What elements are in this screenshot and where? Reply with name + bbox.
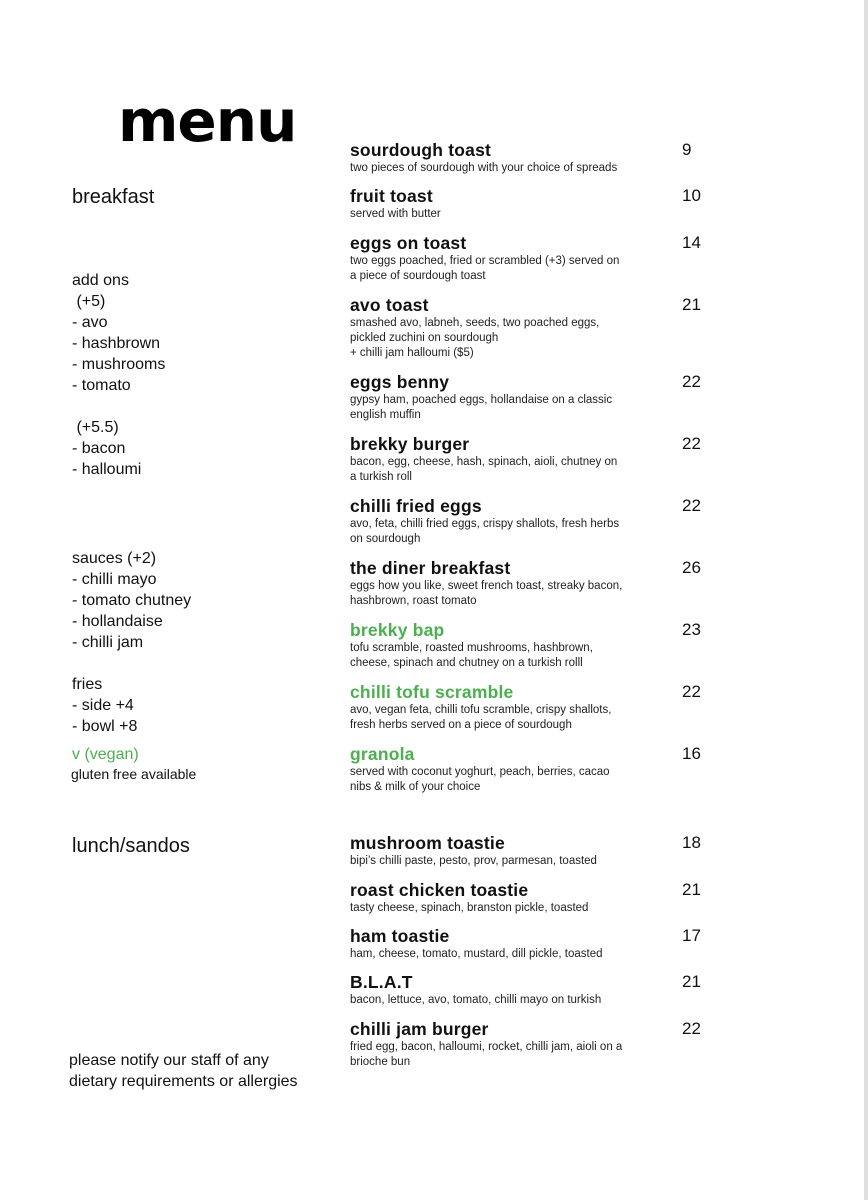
menu-item-description [350,993,650,1008]
menu-item-description [350,161,650,176]
addon-item: - hashbrown [72,335,161,352]
menu-item-name: eggs benny [350,372,450,392]
addon-item: - bacon [72,440,126,457]
addons-list [72,270,165,480]
menu-item-description-line: bacon, egg, cheese, hash, spinach, aioli, chutney on [350,456,618,468]
section-heading-breakfast: breakfast [72,186,155,208]
menu-item-brekky-bap [350,620,710,671]
menu-item-description-line: avo, feta, chilli fried eggs, crispy shallots, fresh herbs [350,518,620,530]
sauce-item: - hollandaise [72,613,163,630]
menu-item-chilli-fried-eggs [350,496,710,547]
allergy-notice-line: please notify our staff of any [69,1052,269,1069]
menu-item-price: 26 [682,558,701,577]
menu-item-name: chilli fried eggs [350,496,482,516]
addon-item: - avo [72,314,108,331]
menu-item-price: 16 [682,744,701,763]
menu-item-description-line: cheese, spinach and chutney on a turkish rolll [350,657,583,669]
menu-item-eggs-on-toast [350,233,710,284]
fries-item: - bowl +8 [72,718,138,735]
menu-item-price: 23 [682,620,701,639]
menu-item-price: 22 [682,372,701,391]
menu-item-description [350,517,650,547]
menu-item-description-line: tofu scramble, roasted mushrooms, hashbrown, [350,642,593,654]
menu-item-description [350,947,650,962]
menu-item-description [350,901,650,916]
menu-item-description [350,207,650,222]
menu-item-description-line: ham, cheese, tomato, mustard, dill pickle, toasted [350,948,603,960]
fries-list [72,674,137,737]
menu-item-price: 21 [682,880,701,899]
menu-item-description-line: hashbrown, roast tomato [350,595,477,607]
addon-item: - mushrooms [72,356,166,373]
menu-item-avo-toast [350,295,710,361]
menu-item-description-line: two pieces of sourdough with your choice of spreads [350,162,618,174]
menu-item-description-line: smashed avo, labneh, seeds, two poached eggs, [350,317,600,329]
menu-item-description-line: + chilli jam halloumi ($5) [350,347,474,359]
addon-item: - tomato [72,377,131,394]
menu-item-description [350,641,650,671]
menu-item-name: eggs on toast [350,233,467,253]
menu-item-price: 22 [682,682,701,701]
menu-item-ham-toastie [350,926,710,962]
menu-item-description [350,316,650,361]
menu-item-description-line: a turkish roll [350,471,412,483]
menu-item-price: 14 [682,233,701,252]
page-edge [864,0,868,1200]
sauces-heading: sauces (+2) [72,550,157,567]
menu-item-name: avo toast [350,295,429,315]
menu-item-description-line: on sourdough [350,533,421,545]
menu-item-brekky-burger [350,434,710,485]
section-heading-lunch: lunch/sandos [72,835,190,857]
menu-item-chilli-tofu-scramble [350,682,710,733]
fries-heading: fries [72,676,103,693]
menu-item-name: ham toastie [350,926,450,946]
menu-item-name: brekky burger [350,434,470,454]
menu-item-sourdough-toast [350,140,710,176]
menu-item-name: mushroom toastie [350,833,505,853]
menu-item-description [350,703,650,733]
sauce-item: - tomato chutney [72,592,192,609]
menu-item-description-line: a piece of sourdough toast [350,270,486,282]
menu-item-description-line: two eggs poached, fried or scrambled (+3) served on [350,255,620,267]
menu-item-description-line: fried egg, bacon, halloumi, rocket, chilli jam, aioli on a [350,1041,623,1053]
menu-item-description-line: served with butter [350,208,441,220]
sauces-list [72,548,191,653]
menu-item-description-line: fresh herbs served on a piece of sourdough [350,719,572,731]
menu-item-description-line: pickled zuchini on sourdough [350,332,499,344]
menu-item-price: 18 [682,833,701,852]
menu-item-name: fruit toast [350,186,433,206]
menu-item-price: 9 [682,140,692,159]
menu-item-price: 22 [682,1019,701,1038]
menu-item-the-diner-breakfast [350,558,710,609]
menu-item-b-l-a-t [350,972,710,1008]
menu-item-description [350,393,650,423]
addon-item: - halloumi [72,461,142,478]
menu-item-description-line: english muffin [350,409,421,421]
menu-item-roast-chicken-toastie [350,880,710,916]
addons-heading: add ons [72,272,129,289]
menu-item-chilli-jam-burger [350,1019,710,1070]
menu-item-price: 22 [682,434,701,453]
menu-item-eggs-benny [350,372,710,423]
allergy-notice [69,1050,298,1092]
menu-item-granola [350,744,710,795]
menu-item-description [350,455,650,485]
addons-price-tier: (+5.5) [72,419,119,436]
menu-item-description-line: brioche bun [350,1056,411,1068]
menu-item-description-line: bacon, lettuce, avo, tomato, chilli mayo on turkish [350,994,602,1006]
menu-item-description-line: eggs how you like, sweet french toast, streaky bacon, [350,580,623,592]
addons-price-tier: (+5) [72,293,106,310]
fries-item: - side +4 [72,697,134,714]
menu-item-price: 10 [682,186,701,205]
menu-item-name: granola [350,744,415,764]
menu-item-price: 21 [682,295,701,314]
menu-item-name: chilli tofu scramble [350,682,514,702]
menu-item-description [350,579,650,609]
sauce-item: - chilli jam [72,634,144,651]
gluten-free-note: gluten free available [71,766,197,782]
menu-item-description-line: gypsy ham, poached eggs, hollandaise on a classic [350,394,613,406]
menu-item-fruit-toast [350,186,710,222]
sauce-item: - chilli mayo [72,571,157,588]
menu-item-description-line: tasty cheese, spinach, branston pickle, toasted [350,902,589,914]
menu-item-description-line: bipi’s chilli paste, pesto, prov, parmesan, toasted [350,855,597,867]
menu-item-mushroom-toastie [350,833,710,869]
menu-item-price: 21 [682,972,701,991]
vegan-legend: v (vegan) [72,746,139,763]
menu-item-name: the diner breakfast [350,558,511,578]
menu-item-name: roast chicken toastie [350,880,529,900]
menu-title: menu [118,87,297,155]
menu-item-price: 22 [682,496,701,515]
menu-item-description [350,765,650,795]
menu-item-name: sourdough toast [350,140,492,160]
allergy-notice-line: dietary requirements or allergies [69,1073,298,1090]
menu-item-name: chilli jam burger [350,1019,489,1039]
menu-item-description [350,254,650,284]
menu-item-name: brekky bap [350,620,445,640]
menu-item-name: B.L.A.T [350,972,413,992]
menu-item-description [350,854,650,869]
menu-item-price: 17 [682,926,701,945]
menu-item-description-line: nibs & milk of your choice [350,781,481,793]
menu-item-description [350,1040,650,1070]
menu-item-description-line: avo, vegan feta, chilli tofu scramble, crispy shallots, [350,704,612,716]
menu-item-description-line: served with coconut yoghurt, peach, berries, cacao [350,766,610,778]
